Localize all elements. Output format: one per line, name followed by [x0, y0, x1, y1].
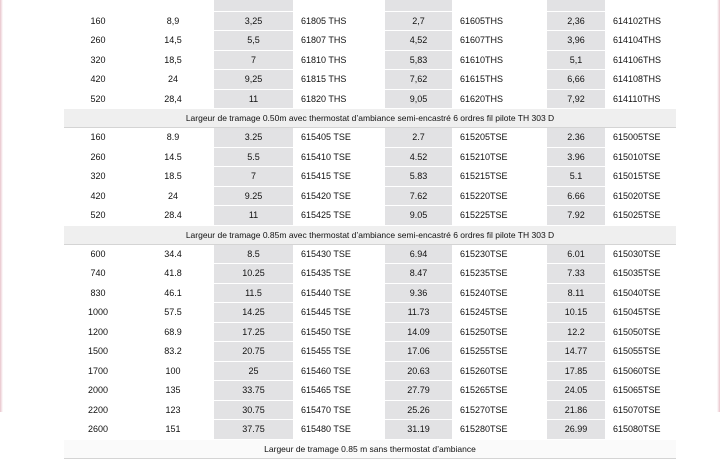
table-cell: 740 — [64, 264, 132, 284]
section-header-row — [64, 109, 676, 128]
table-cell: 31.19 — [385, 420, 452, 440]
table-cell: 615060TSE — [605, 361, 676, 381]
table-row — [64, 167, 676, 187]
table-cell: 615260TSE — [452, 361, 547, 381]
table-cell — [385, 0, 452, 11]
table-row — [64, 206, 676, 226]
table-cell: 17.06 — [385, 342, 452, 362]
table-row — [64, 361, 676, 381]
table-cell: 830 — [64, 283, 132, 303]
table-cell: 615010TSE — [605, 147, 676, 167]
table-row — [64, 342, 676, 362]
table-cell: 420 — [64, 186, 132, 206]
table-cell: 3.96 — [547, 147, 605, 167]
table-cell: 3.25 — [214, 128, 293, 148]
table-cell: 615205TSE — [452, 128, 547, 148]
table-cell: 5,1 — [547, 50, 605, 70]
table-cell: 615480 TSE — [293, 420, 385, 440]
table-cell: 615050TSE — [605, 322, 676, 342]
table-cell: 9.36 — [385, 283, 452, 303]
table-cell: 2000 — [64, 381, 132, 401]
table-cell: 520 — [64, 89, 132, 109]
section-header-row — [64, 439, 676, 458]
table-cell: 615015TSE — [605, 167, 676, 187]
table-cell: 17.25 — [214, 322, 293, 342]
table-cell: 7.92 — [547, 206, 605, 226]
table-cell: 14,5 — [132, 31, 214, 51]
table-cell: 615405 TSE — [293, 128, 385, 148]
table-cell: 1700 — [64, 361, 132, 381]
table-cell: 615455 TSE — [293, 342, 385, 362]
table-cell: 615450 TSE — [293, 322, 385, 342]
table-cell: 614108THS — [605, 70, 676, 90]
table-cell: 8.11 — [547, 283, 605, 303]
table-cell: 2.7 — [385, 128, 452, 148]
table-row — [64, 0, 676, 11]
table-cell: 615240TSE — [452, 283, 547, 303]
table-cell: 9,05 — [385, 89, 452, 109]
table-cell: 14.09 — [385, 322, 452, 342]
table-cell: 11 — [214, 206, 293, 226]
table-cell: 61807 THS — [293, 31, 385, 51]
table-row — [64, 50, 676, 70]
table-cell — [132, 0, 214, 11]
table-cell: 28.4 — [132, 206, 214, 226]
table-row — [64, 322, 676, 342]
table-row — [64, 303, 676, 323]
table-cell: 18.5 — [132, 167, 214, 187]
spec-table-body — [64, 0, 676, 458]
table-cell: 61610THS — [452, 50, 547, 70]
table-cell: 615070TSE — [605, 400, 676, 420]
table-cell: 6,66 — [547, 70, 605, 90]
table-cell: 8.9 — [132, 128, 214, 148]
section-header: Largeur de tramage 0.85 m sans thermostat d’ambiance — [64, 439, 676, 458]
table-cell: 615245TSE — [452, 303, 547, 323]
table-cell: 151 — [132, 420, 214, 440]
table-cell: 614110THS — [605, 89, 676, 109]
table-cell: 520 — [64, 206, 132, 226]
table-cell: 7 — [214, 50, 293, 70]
table-cell: 2600 — [64, 420, 132, 440]
table-cell: 33.75 — [214, 381, 293, 401]
table-cell: 614102THS — [605, 11, 676, 31]
table-cell: 615045TSE — [605, 303, 676, 323]
table-cell: 11.73 — [385, 303, 452, 323]
table-cell: 68.9 — [132, 322, 214, 342]
table-cell: 3,96 — [547, 31, 605, 51]
table-cell: 25.26 — [385, 400, 452, 420]
table-row — [64, 70, 676, 90]
table-cell: 26.99 — [547, 420, 605, 440]
table-row — [64, 420, 676, 440]
table-cell: 28,4 — [132, 89, 214, 109]
table-row — [64, 11, 676, 31]
table-cell: 3,25 — [214, 11, 293, 31]
table-row — [64, 186, 676, 206]
table-cell: 61810 THS — [293, 50, 385, 70]
table-cell: 14.25 — [214, 303, 293, 323]
table-cell: 615435 TSE — [293, 264, 385, 284]
table-cell: 5.1 — [547, 167, 605, 187]
table-cell: 615215TSE — [452, 167, 547, 187]
table-cell: 4,52 — [385, 31, 452, 51]
table-cell: 615250TSE — [452, 322, 547, 342]
table-cell: 615040TSE — [605, 283, 676, 303]
table-cell: 34.4 — [132, 244, 214, 264]
table-cell: 6.01 — [547, 244, 605, 264]
table-row — [64, 89, 676, 109]
table-cell: 25 — [214, 361, 293, 381]
table-cell: 61615THS — [452, 70, 547, 90]
table-cell: 61815 THS — [293, 70, 385, 90]
table-cell: 2,7 — [385, 11, 452, 31]
page-edge-left — [0, 0, 3, 412]
table-cell: 615465 TSE — [293, 381, 385, 401]
table-cell: 6.94 — [385, 244, 452, 264]
table-cell: 14.77 — [547, 342, 605, 362]
table-cell — [293, 0, 385, 11]
table-cell: 615210TSE — [452, 147, 547, 167]
table-cell: 61805 THS — [293, 11, 385, 31]
table-cell: 20.75 — [214, 342, 293, 362]
table-cell: 46.1 — [132, 283, 214, 303]
table-cell: 7.33 — [547, 264, 605, 284]
table-cell: 615055TSE — [605, 342, 676, 362]
table-cell: 615080TSE — [605, 420, 676, 440]
table-cell: 7 — [214, 167, 293, 187]
table-cell: 9.05 — [385, 206, 452, 226]
table-cell: 160 — [64, 11, 132, 31]
table-cell: 615460 TSE — [293, 361, 385, 381]
table-cell — [452, 0, 547, 11]
table-row — [64, 381, 676, 401]
table-row — [64, 31, 676, 51]
table-cell: 14.5 — [132, 147, 214, 167]
table-cell: 615225TSE — [452, 206, 547, 226]
table-cell: 41.8 — [132, 264, 214, 284]
table-cell: 61605THS — [452, 11, 547, 31]
table-cell: 7,62 — [385, 70, 452, 90]
table-cell: 615420 TSE — [293, 186, 385, 206]
table-cell: 615445 TSE — [293, 303, 385, 323]
table-cell: 420 — [64, 70, 132, 90]
table-cell: 6.66 — [547, 186, 605, 206]
table-cell: 615425 TSE — [293, 206, 385, 226]
table-cell: 30.75 — [214, 400, 293, 420]
table-cell: 37.75 — [214, 420, 293, 440]
table-cell: 615430 TSE — [293, 244, 385, 264]
table-cell: 27.79 — [385, 381, 452, 401]
table-cell: 21.86 — [547, 400, 605, 420]
table-cell: 320 — [64, 50, 132, 70]
table-row — [64, 244, 676, 264]
table-cell: 1200 — [64, 322, 132, 342]
table-cell: 20.63 — [385, 361, 452, 381]
table-cell: 5,83 — [385, 50, 452, 70]
table-cell: 18,5 — [132, 50, 214, 70]
table-cell: 83.2 — [132, 342, 214, 362]
table-cell: 615415 TSE — [293, 167, 385, 187]
table-cell: 615440 TSE — [293, 283, 385, 303]
table-cell: 614106THS — [605, 50, 676, 70]
table-row — [64, 128, 676, 148]
table-cell: 614104THS — [605, 31, 676, 51]
table-cell: 4.52 — [385, 147, 452, 167]
table-cell: 600 — [64, 244, 132, 264]
table-cell: 8.5 — [214, 244, 293, 264]
table-cell: 7.62 — [385, 186, 452, 206]
table-cell: 615005TSE — [605, 128, 676, 148]
table-cell: 1500 — [64, 342, 132, 362]
table-cell: 57.5 — [132, 303, 214, 323]
table-cell: 260 — [64, 147, 132, 167]
table-cell: 100 — [132, 361, 214, 381]
table-row — [64, 400, 676, 420]
table-cell: 615035TSE — [605, 264, 676, 284]
product-spec-table — [64, 0, 676, 459]
table-cell: 5.5 — [214, 147, 293, 167]
section-header: Largeur de tramage 0.50m avec thermostat d’ambiance semi-encastré 6 ordres fil pilote TH 303 D — [64, 109, 676, 128]
table-cell: 61607THS — [452, 31, 547, 51]
table-cell: 320 — [64, 167, 132, 187]
table-cell: 11 — [214, 89, 293, 109]
table-cell: 7,92 — [547, 89, 605, 109]
table-cell: 615230TSE — [452, 244, 547, 264]
table-cell: 260 — [64, 31, 132, 51]
table-cell: 2.36 — [547, 128, 605, 148]
table-cell: 1000 — [64, 303, 132, 323]
table-cell: 615220TSE — [452, 186, 547, 206]
table-cell: 8,9 — [132, 11, 214, 31]
table-cell: 2200 — [64, 400, 132, 420]
table-cell: 135 — [132, 381, 214, 401]
table-cell: 9,25 — [214, 70, 293, 90]
table-cell: 8.47 — [385, 264, 452, 284]
table-row — [64, 147, 676, 167]
table-cell: 61620THS — [452, 89, 547, 109]
table-cell: 615410 TSE — [293, 147, 385, 167]
table-cell: 24 — [132, 186, 214, 206]
table-cell: 123 — [132, 400, 214, 420]
section-header-row — [64, 225, 676, 244]
table-cell: 615265TSE — [452, 381, 547, 401]
table-cell: 11.5 — [214, 283, 293, 303]
table-cell: 615030TSE — [605, 244, 676, 264]
table-cell: 615270TSE — [452, 400, 547, 420]
table-cell: 615255TSE — [452, 342, 547, 362]
table-cell: 615020TSE — [605, 186, 676, 206]
table-cell: 24 — [132, 70, 214, 90]
table-cell: 615025TSE — [605, 206, 676, 226]
table-cell: 10.15 — [547, 303, 605, 323]
table-cell: 24.05 — [547, 381, 605, 401]
section-header: Largeur de tramage 0.85m avec thermostat d’ambiance semi-encastré 6 ordres fil pilote TH 303 D — [64, 225, 676, 244]
table-cell: 615280TSE — [452, 420, 547, 440]
table-cell: 17.85 — [547, 361, 605, 381]
table-cell: 5.83 — [385, 167, 452, 187]
table-row — [64, 283, 676, 303]
table-cell: 5,5 — [214, 31, 293, 51]
table-cell: 615470 TSE — [293, 400, 385, 420]
table-cell: 9.25 — [214, 186, 293, 206]
table-cell: 12.2 — [547, 322, 605, 342]
table-cell: 615065TSE — [605, 381, 676, 401]
table-cell: 10.25 — [214, 264, 293, 284]
table-cell: 615235TSE — [452, 264, 547, 284]
table-cell: 61820 THS — [293, 89, 385, 109]
table-cell — [64, 0, 132, 11]
table-cell — [214, 0, 293, 11]
table-cell: 2,36 — [547, 11, 605, 31]
table-cell — [547, 0, 605, 11]
table-row — [64, 264, 676, 284]
table-cell: 160 — [64, 128, 132, 148]
table-cell — [605, 0, 676, 11]
